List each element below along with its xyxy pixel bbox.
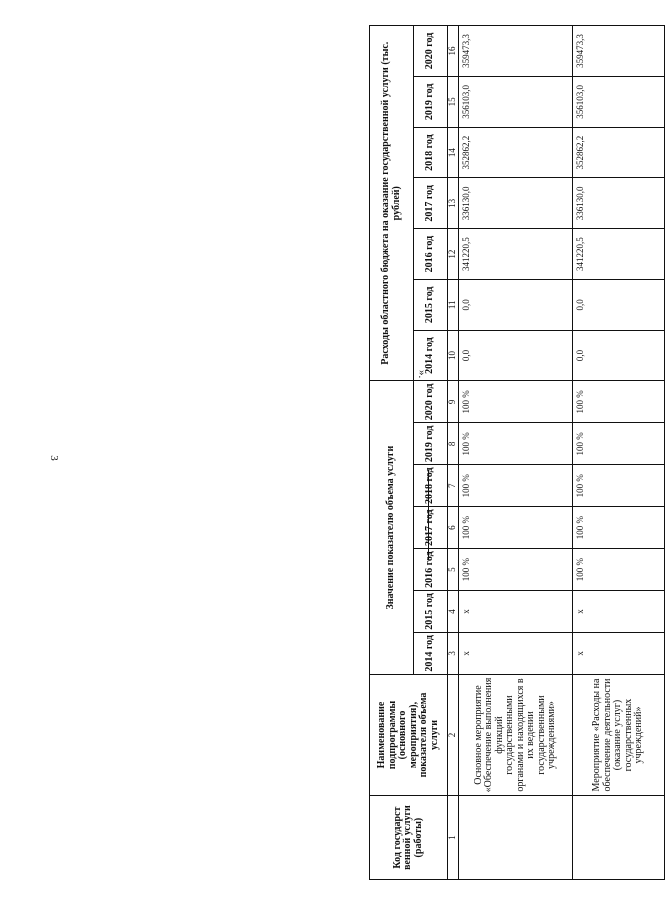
header-volume-group: Значение показателю объема услуги [370, 381, 414, 674]
header-year: 2014 год [414, 330, 448, 381]
header-year: 2015 год [414, 279, 448, 330]
column-number: 8 [448, 423, 459, 465]
table-row [573, 26, 665, 880]
page-number: 3 [48, 455, 60, 461]
column-number: 7 [448, 465, 459, 507]
volume-value: 100 % [459, 381, 573, 423]
volume-value: x [459, 591, 573, 633]
header-year: 2016 год [414, 549, 448, 591]
header-year: 2015 год [414, 591, 448, 633]
header-code: Код государст венной услуги (работы) [370, 796, 448, 880]
volume-value: x [573, 632, 665, 674]
budget-value: 341220,5 [573, 229, 665, 280]
column-number: 5 [448, 549, 459, 591]
volume-value: 100 % [573, 423, 665, 465]
column-number: 4 [448, 591, 459, 633]
budget-value: 341220,5 [459, 229, 573, 280]
header-year: 2019 год [414, 423, 448, 465]
budget-value: 336130,0 [573, 178, 665, 229]
header-year: 2014 год [414, 632, 448, 674]
column-number: 16 [448, 26, 459, 77]
column-number: 6 [448, 507, 459, 549]
row-name: Мероприятие «Расходы на обеспечение деятельности (оказание услуг) государственных учреждений» [573, 674, 665, 795]
table-row [459, 26, 573, 880]
volume-value: x [459, 632, 573, 674]
volume-value: 100 % [573, 549, 665, 591]
volume-value: 100 % [573, 465, 665, 507]
volume-value: 100 % [459, 465, 573, 507]
column-number: 14 [448, 127, 459, 178]
header-year: 2017 год [414, 507, 448, 549]
column-number: 11 [448, 279, 459, 330]
header-year: 2018 год [414, 127, 448, 178]
header-year: 2020 год [414, 26, 448, 77]
budget-value: 0,0 [573, 330, 665, 381]
budget-value: 0,0 [459, 330, 573, 381]
budget-value: 359473,3 [573, 26, 665, 77]
column-number: 10 [448, 330, 459, 381]
header-year: 2019 год [414, 77, 448, 128]
header-year: 2020 год [414, 381, 448, 423]
volume-value: x [573, 591, 665, 633]
header-year: 2016 год [414, 229, 448, 280]
budget-value: 359473,3 [459, 26, 573, 77]
row-code [573, 796, 665, 880]
budget-value: 336130,0 [459, 178, 573, 229]
budget-value: 352862,2 [459, 127, 573, 178]
closing-quote: ». [416, 370, 428, 379]
column-number: 15 [448, 77, 459, 128]
rotated-table-page [369, 25, 664, 880]
header-year: 2017 год [414, 178, 448, 229]
row-name: Основное мероприятие «Обеспечение выполнения функций государственными органами и находящихся в их ведении государственными учреждениями» [459, 674, 573, 795]
budget-value: 352862,2 [573, 127, 665, 178]
column-number: 3 [448, 632, 459, 674]
volume-value: 100 % [459, 423, 573, 465]
row-code [459, 796, 573, 880]
column-number: 12 [448, 229, 459, 280]
column-number-row [448, 26, 459, 880]
column-number: 13 [448, 178, 459, 229]
volume-value: 100 % [459, 549, 573, 591]
budget-value: 0,0 [573, 279, 665, 330]
volume-value: 100 % [573, 507, 665, 549]
budget-value: 356103,0 [573, 77, 665, 128]
budget-table [369, 25, 665, 880]
header-name: Наименование подпрограммы (основного мероприятия), показателя объема услуги [370, 674, 448, 795]
budget-value: 0,0 [459, 279, 573, 330]
header-year: 2018 год [414, 465, 448, 507]
volume-value: 100 % [573, 381, 665, 423]
header-budget-group: Расходы областного бюджета на оказание государственной услуги (тыс. рублей) [370, 26, 414, 381]
column-number: 2 [448, 674, 459, 795]
budget-value: 356103,0 [459, 77, 573, 128]
column-number: 1 [448, 796, 459, 880]
volume-value: 100 % [459, 507, 573, 549]
column-number: 9 [448, 381, 459, 423]
